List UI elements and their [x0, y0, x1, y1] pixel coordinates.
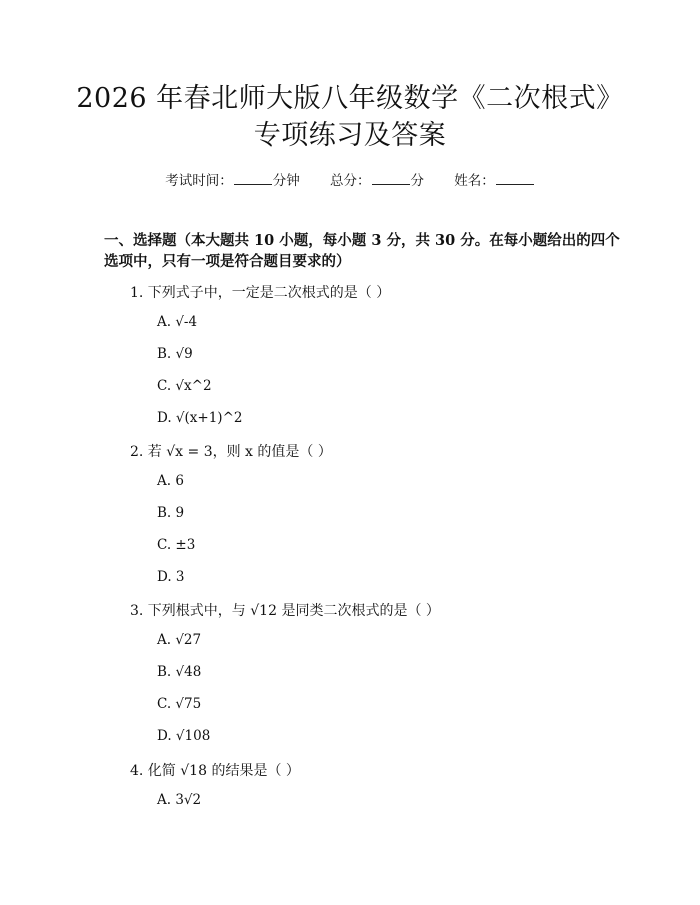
- question-2: 2. 若 √x = 3，则 x 的值是（ ）: [130, 444, 332, 460]
- name-label: 姓名：: [454, 173, 495, 189]
- name-field: [454, 169, 535, 189]
- question-1-option-d: D. √(x+1)^2: [157, 410, 243, 426]
- question-1-option-c: C. √x^2: [157, 378, 212, 394]
- question-2-option-d: D. 3: [157, 569, 185, 585]
- question-1: 1. 下列式子中，一定是二次根式的是（ ）: [130, 285, 391, 301]
- page-subtitle: 专项练习及答案: [253, 120, 447, 151]
- question-3-option-c: C. √75: [157, 696, 202, 712]
- question-4-option-a: A. 3√2: [157, 792, 202, 808]
- time-blank: [234, 173, 272, 185]
- question-3: 3. 下列根式中，与 √12 是同类二次根式的是（ ）: [130, 603, 440, 619]
- question-4: 4. 化简 √18 的结果是（ ）: [130, 763, 300, 779]
- question-2-option-c: C. ±3: [157, 537, 196, 553]
- question-3-option-b: B. √48: [157, 664, 202, 680]
- page-title: 2026 年春北师大版八年级数学《二次根式》: [76, 83, 624, 114]
- name-blank: [496, 173, 534, 185]
- score-blank: [372, 173, 410, 185]
- exam-meta: [0, 169, 700, 189]
- section-heading: 一、选择题（本大题共 10 小题，每小题 3 分，共 30 分。在每小题给出的四个选项中，只有一项是符合题目要求的）: [104, 232, 620, 270]
- time-field: [165, 169, 300, 189]
- question-2-option-a: A. 6: [157, 473, 184, 489]
- score-field: [330, 169, 424, 189]
- score-label: 总分：: [330, 173, 371, 189]
- time-label: 考试时间：: [165, 173, 233, 189]
- question-3-option-a: A. √27: [157, 632, 202, 648]
- question-3-option-d: D. √108: [157, 728, 211, 744]
- question-1-option-a: A. √-4: [157, 314, 198, 330]
- time-unit: 分钟: [272, 173, 300, 189]
- question-1-option-b: B. √9: [157, 346, 193, 362]
- score-unit: 分: [410, 173, 424, 189]
- question-2-option-b: B. 9: [157, 505, 185, 521]
